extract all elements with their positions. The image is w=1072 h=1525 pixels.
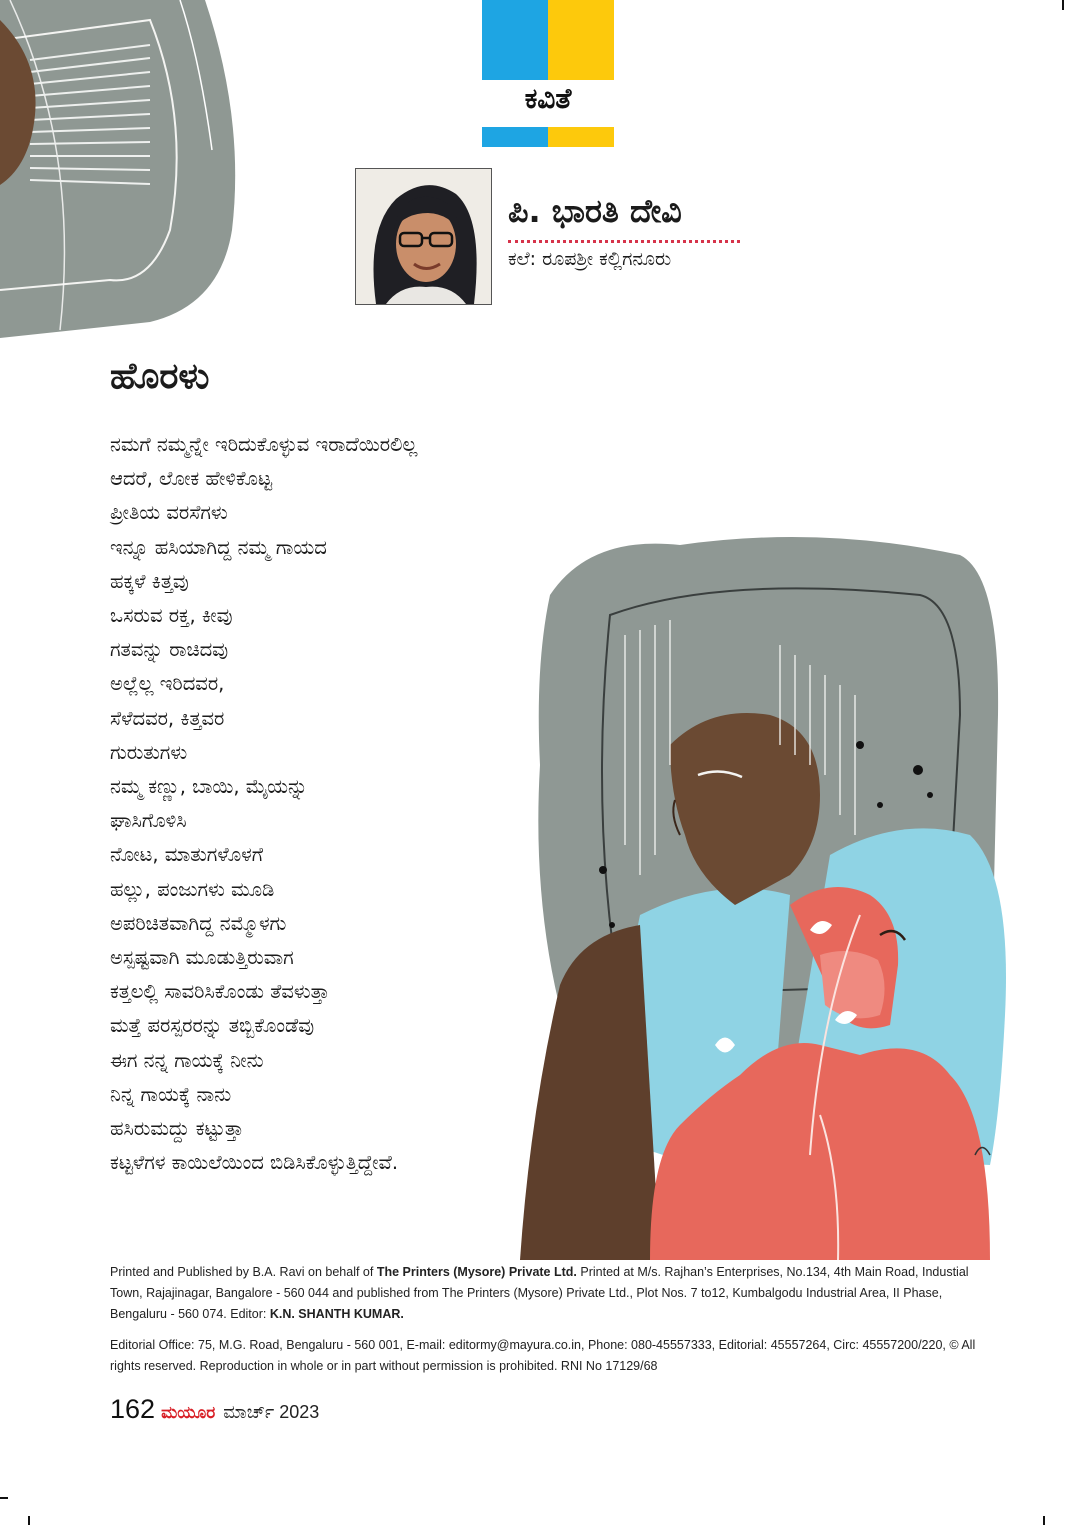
poem-line: ಆದರೆ, ಲೋಕ ಹೇಳಿಕೊಟ್ಟ [110,467,273,491]
poem-line: ನಿನ್ನ ಗಾಯಕ್ಕೆ ನಾನು [110,1082,232,1106]
poem-line: ಹಲ್ಲು, ಪಂಜುಗಳು ಮೂಡಿ [110,877,275,901]
poem-line: ನೋಟ, ಮಾತುಗಳೊಳಗೆ [110,843,264,867]
poem-line: ಮತ್ತೆ ಪರಸ್ಪರರನ್ನು ತಬ್ಬಿಕೊಂಡೆವು [110,1014,315,1038]
poem-line: ಹಸಿರುಮದ್ದು ಕಟ್ಟುತ್ತಾ [110,1117,244,1141]
poem-line: ಗುರುತುಗಳು [110,740,188,764]
poem-line: ನಮ್ಮ ಕಣ್ಣು, ಬಾಯಿ, ಮೈಯನ್ನು [110,775,308,799]
crop-mark [1062,0,1064,10]
poem-line: ನಮಗೆ ನಮ್ಮನ್ನೇ ಇರಿದುಕೊಳ್ಳುವ ಇರಾದೆಯಿರಲಿಲ್ಲ [110,433,418,456]
poem-line: ಕತ್ತಲಲ್ಲಿ ಸಾವರಿಸಿಕೊಂಡು ತೆವಳುತ್ತಾ [110,980,330,1004]
poem-line: ಹಕ್ಕಳೆ ಕಿತ್ತವು [110,569,189,593]
crop-mark [0,1497,8,1499]
imprint-publisher: Printed and Published by B.A. Ravi on behalf of The Printers (Mysore) Private Ltd. Printed at M/s. Rajhan’s Enterprises, No.134, 4th Main Road, Industial Town, Rajajinagar, Bangalore - 560 044 and published from The Printers (Mysore) Private Ltd., Plot Nos. 7 to12, Kumbalgodu Industrial Area, II Phase, Bengaluru - 560 074. Editor: K.N. SHANTH KUMAR. [110,1265,969,1321]
header-bar-yellow-small [548,127,614,147]
section-label: ಕವಿತೆ [524,82,572,115]
poem-title: ಹೊರಳು [110,356,210,397]
poem-line: ಅಪರಿಚಿತವಾಗಿದ್ದ ನಮ್ಮೊಳಗು [110,911,287,935]
editor-name: K.N. SHANTH KUMAR. [269,1307,404,1321]
poem-line: ಇನ್ನೂ ಹಸಿಯಾಗಿದ್ದ ನಮ್ಮ ಗಾಯದ [110,535,327,559]
issue-date: ಮಾರ್ಚ್ 2023 [223,1402,320,1422]
imprint [110,1262,990,1387]
folio [110,1394,319,1425]
author-divider [508,240,740,243]
poem-line: ಅಲ್ಲೆಲ್ಲ ಇರಿದವರ, [110,672,225,696]
header-bar-yellow [548,0,614,80]
poem-line: ಗತವನ್ನು ರಾಚಿದವು [110,638,229,662]
poem-line: ಅಸ್ಪಷ್ಟವಾಗಿ ಮೂಡುತ್ತಿರುವಾಗ [110,946,294,970]
crop-mark [28,1516,30,1525]
page-number: 162 [110,1394,156,1424]
poem-line: ಈಗ ನನ್ನ ಗಾಯಕ್ಕೆ ನೀನು [110,1048,264,1072]
author-photo [355,168,492,305]
top-illustration [0,0,245,340]
header-bar-blue-small [482,127,548,147]
poem-body [110,428,417,1180]
header-bar-blue [482,0,548,80]
crop-mark [1043,1516,1045,1525]
poem-line: ಒಸರುವ ರಕ್ತ, ಕೀವು [110,604,233,628]
publisher-name: The Printers (Mysore) Private Ltd. [376,1265,577,1279]
imprint-office: Editorial Office: 75, M.G. Road, Bengaluru - 560 001, E-mail: editormy@mayura.co.in, Phone: 080-45557333, Editorial: 45557264, Circ: 45557200/220, © All rights reserved. Reproduction in whole or in part without permission is prohibited. RNI No 17129/68 [110,1338,976,1373]
main-illustration [520,515,1020,1260]
poem-line: ಸೆಳೆದವರ, ಕಿತ್ತವರ [110,706,225,730]
poem-line: ಕಟ್ಟಳೆಗಳ ಕಾಯಿಲೆಯಿಂದ ಬಿಡಿಸಿಕೊಳ್ಳುತ್ತಿದ್ದೇವೆ. [110,1151,399,1175]
art-credit: ಕಲೆ: ರೂಪಶ್ರೀ ಕಲ್ಲಿಗನೂರು [508,248,672,270]
author-name: ಪಿ. ಭಾರತಿ ದೇವಿ [508,192,682,230]
poem-line: ಪ್ರೀತಿಯ ವರಸೆಗಳು [110,501,228,525]
poem-line: ಘಾಸಿಗೊಳಿಸಿ [110,809,187,833]
magazine-name: ಮಯೂರ [161,1403,216,1422]
